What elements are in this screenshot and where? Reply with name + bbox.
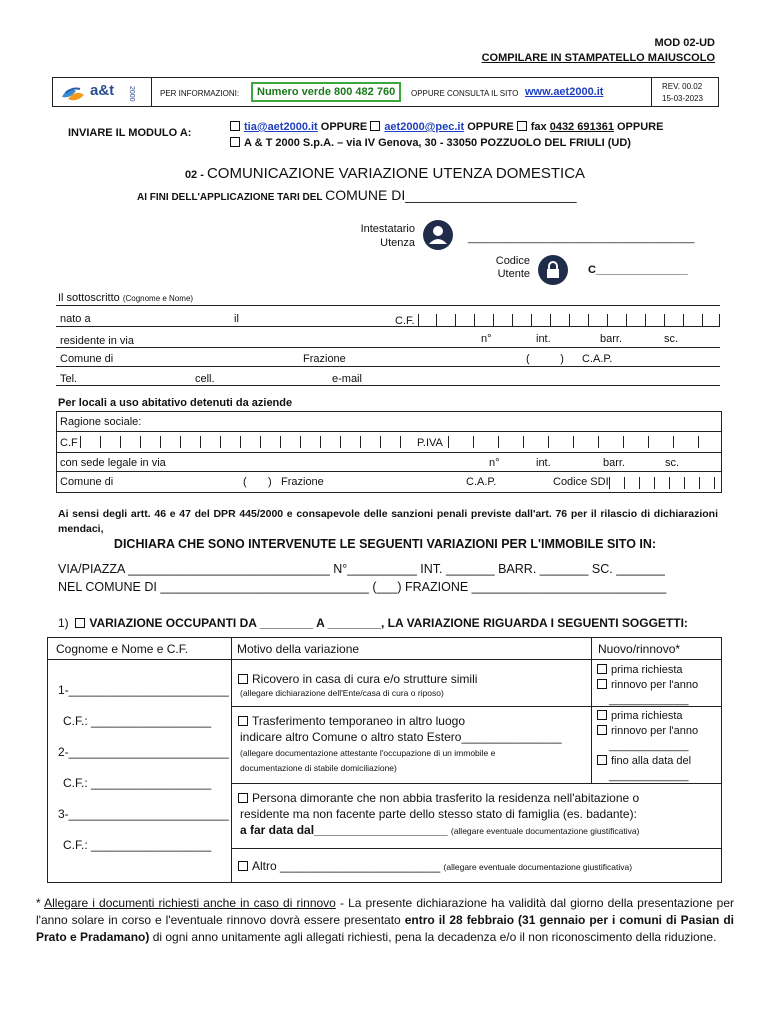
rinnovo-checkbox-1[interactable]: [597, 679, 607, 689]
ragione-label: Ragione sociale:: [60, 416, 142, 428]
person2-name[interactable]: 2-________________________: [58, 745, 229, 759]
email2-checkbox[interactable]: [370, 121, 380, 131]
frazione-label: Frazione: [303, 353, 346, 365]
sdi-boxes[interactable]: [609, 477, 719, 489]
comune-line[interactable]: NEL COMUNE DI ______________________________ (___) FRAZIONE ____________________________: [58, 580, 667, 594]
via-line[interactable]: VIA/PIAZZA _____________________________ N°__________ INT. _______ BARR. _______ SC. _______: [58, 562, 665, 576]
form-title: 02 - COMUNICAZIONE VARIAZIONE UTENZA DOMESTICA: [184, 165, 586, 182]
col-header-motivo: Motivo della variazione: [237, 642, 360, 656]
person1-cf[interactable]: C.F.: __________________: [63, 714, 212, 728]
person1-name[interactable]: 1-________________________: [58, 683, 229, 697]
prov-label: ( ): [526, 353, 564, 365]
azienda-prov-label: ( ): [243, 476, 272, 488]
prima-checkbox-1[interactable]: [597, 664, 607, 674]
n-label: n°: [481, 333, 492, 345]
send-label: INVIARE IL MODULO A:: [68, 127, 192, 139]
revision-date: 15-03-2023: [662, 94, 703, 103]
codice-label: Codice Utente: [495, 255, 530, 280]
motivo-altro[interactable]: Altro ________________________ (allegare eventuale documentazione giustificativa): [238, 859, 632, 873]
piva-label: P.IVA: [417, 437, 443, 449]
company-logo: a&t 2000: [60, 81, 145, 103]
codice-field[interactable]: C_______________: [588, 264, 688, 276]
send-options: tia@aet2000.it OPPURE aet2000@pec.it OPPURE fax 0432 691361 OPPURE: [230, 121, 663, 133]
nuovo-options-2: prima richiesta rinnovo per l'anno _____________ fino alla data del _____________: [597, 709, 698, 784]
nuovo-options-1: prima richiesta rinnovo per l'anno _____________: [597, 663, 698, 708]
person3-cf[interactable]: C.F.: __________________: [63, 838, 212, 852]
cf-label: C.F.: [395, 315, 415, 327]
azienda-cf-label: C.F: [60, 437, 78, 449]
email-label: e-mail: [332, 373, 362, 385]
form-instruction: COMPILARE IN STAMPATELLO MAIUSCOLO: [481, 52, 715, 64]
azienda-cap-label: C.A.P.: [466, 476, 497, 488]
form-code: MOD 02-UD: [654, 37, 715, 49]
dimorante-line3[interactable]: a far data dal____________________ (allegare eventuale documentazione giustificativa): [240, 823, 640, 837]
ricovero-checkbox[interactable]: [238, 674, 248, 684]
nato-a-label: nato a: [60, 313, 91, 325]
person2-cf[interactable]: C.F.: __________________: [63, 776, 212, 790]
intestatario-label: Intestatario Utenza: [360, 223, 415, 249]
revision: REV. 00.02: [662, 82, 703, 91]
motivo-dimorante[interactable]: Persona dimorante che non abbia trasferito la residenza nell'abitazione o: [238, 791, 639, 805]
motivo-trasferimento[interactable]: Trasferimento temporaneo in altro luogo: [238, 714, 465, 728]
intestatario-field[interactable]: _____________________________________: [468, 232, 695, 244]
sc-label: sc.: [664, 333, 679, 345]
email1-checkbox[interactable]: [230, 121, 240, 131]
sdi-label: Codice SDI: [553, 476, 609, 488]
azienda-n-label: n°: [489, 457, 500, 469]
cf-boxes[interactable]: [418, 314, 720, 326]
dichiara-heading: DICHIARA CHE SONO INTERVENUTE LE SEGUENTI VARIAZIONI PER L'IMMOBILE SITO IN:: [113, 537, 657, 551]
user-icon: [423, 220, 453, 250]
int-label: int.: [536, 333, 551, 345]
aziende-heading: Per locali a uso abitativo detenuti da aziende: [58, 397, 293, 409]
email1-link[interactable]: tia@aet2000.it: [244, 121, 318, 133]
cap-label: C.A.P.: [582, 353, 613, 365]
person3-name[interactable]: 3-________________________: [58, 807, 229, 821]
piva-boxes[interactable]: [448, 436, 720, 448]
dimorante-checkbox[interactable]: [238, 793, 248, 803]
section1-checkbox[interactable]: [75, 618, 85, 628]
fax-checkbox[interactable]: [517, 121, 527, 131]
dimorante-line2: residente ma non facente parte dello stesso stato di famiglia (es. badante):: [240, 807, 637, 821]
trasferimento-estero[interactable]: indicare altro Comune o altro stato Estero_______________: [240, 730, 562, 744]
ricovero-note: (allegare dichiarazione dell'Ente/casa di cura o riposo): [240, 688, 444, 698]
form-subtitle: AI FINI DELL'APPLICAZIONE TARI DEL COMUNE DI______________________: [137, 187, 577, 203]
il-label: il: [234, 313, 239, 325]
sottoscritto-label: Il sottoscritto (Cognome e Nome): [58, 292, 194, 304]
col-header-name: Cognome e Nome e C.F.: [56, 642, 189, 656]
lock-icon: [538, 255, 568, 285]
azienda-int-label: int.: [536, 457, 551, 469]
rinnovo-checkbox-2[interactable]: [597, 725, 607, 735]
fino-checkbox[interactable]: [597, 755, 607, 765]
footnote: * Allegare i documenti richiesti anche in caso di rinnovo - La presente dichiarazione ha validità dal giorno della presentazione per l'anno solare in corso e l'eventuale rinnovo dovrà essere presentato entro il 28 febbraio (31 gennaio per i comuni di Pasian di Prato e Pradamano) di ogni anno unitamente agli allegati richiesti, pena la decadenza e/o il non riconoscimento della riduzione.: [36, 896, 734, 944]
motivo-ricovero[interactable]: Ricovero in casa di cura e/o strutture simili: [238, 672, 477, 686]
residente-label: residente in via: [60, 335, 134, 347]
send-address: A & T 2000 S.p.A. – via IV Genova, 30 - 33050 POZZUOLO DEL FRIULI (UD): [230, 137, 631, 149]
section1-heading: 1) VARIAZIONE OCCUPANTI DA ________ A ________, LA VARIAZIONE RIGUARDA I SEGUENTI SOGGETTI:: [58, 616, 688, 630]
email2-link[interactable]: aet2000@pec.it: [384, 121, 465, 133]
azienda-sc-label: sc.: [665, 457, 680, 469]
azienda-comune-label: Comune di: [60, 476, 114, 488]
info-label: PER INFORMAZIONI:: [160, 89, 240, 98]
azienda-barr-label: barr.: [603, 457, 626, 469]
trasferimento-checkbox[interactable]: [238, 716, 248, 726]
site-link[interactable]: www.aet2000.it: [525, 86, 604, 98]
cell-label: cell.: [195, 373, 215, 385]
barr-label: barr.: [600, 333, 623, 345]
azienda-cf-boxes[interactable]: [80, 436, 406, 448]
comune-label: Comune di: [60, 353, 114, 365]
sede-label: con sede legale in via: [60, 457, 166, 469]
declaration-text: Ai sensi degli artt. 46 e 47 del DPR 445/2000 e consapevole delle sanzioni penali previste dall'art. 76 per il rilascio di dichiarazioni mendaci,: [58, 508, 718, 535]
tel-label: Tel.: [60, 373, 78, 385]
address-checkbox[interactable]: [230, 137, 240, 147]
prima-checkbox-2[interactable]: [597, 710, 607, 720]
azienda-frazione-label: Frazione: [281, 476, 324, 488]
altro-checkbox[interactable]: [238, 861, 248, 871]
col-header-nuovo: Nuovo/rinnovo*: [598, 642, 681, 656]
phone-number[interactable]: Numero verde 800 482 760: [251, 82, 401, 102]
site-label: OPPURE CONSULTA IL SITO: [411, 89, 519, 98]
trasferimento-note: (allegare documentazione attestante l'occupazione di un immobile e documentazione di stabile domiciliazione): [240, 748, 496, 773]
